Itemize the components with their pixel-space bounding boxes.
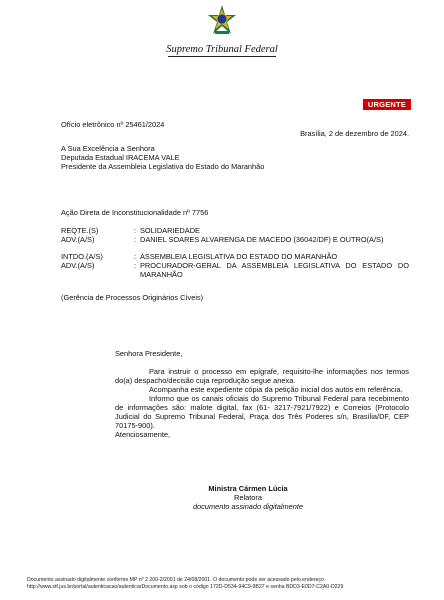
closing: Atenciosamente, [115, 430, 171, 439]
party-value: SOLIDARIEDADE [140, 226, 200, 235]
party-value: PROCURADOR-GERAL DA ASSEMBLEIA LEGISLATIVA DO ESTADO DO MARANHÃO [140, 261, 409, 279]
signer-name: Ministra Cármen Lúcia [208, 484, 288, 493]
signer-role: Relatora [234, 493, 262, 502]
footer-line: http://www.stf.jus.br/portal/autenticacao/autenticarDocumento.asp sob o código 172D-D534-94C9-9B27 e senha BDD3-E0D7-C2A0-D229 [27, 584, 344, 590]
signature-block [168, 484, 328, 511]
brazil-coat-of-arms-icon [205, 4, 239, 38]
body-paragraph: Acompanha este expediente cópia da petição inicial dos autos em referência. [149, 385, 403, 394]
party-label: INTDO.(A/S) [61, 252, 103, 261]
salutation: Senhora Presidente, [115, 349, 183, 358]
case-title: Ação Direta de Inconstitucionalidade nº 7756 [61, 208, 209, 217]
party-row: ADV.(A/S) : PROCURADOR-GERAL DA ASSEMBLEIA LEGISLATIVA DO ESTADO DO MARANHÃO [61, 261, 409, 279]
party-row: ADV.(A/S) : DANIEL SOARES ALVARENGA DE MACEDO (36042/DF) E OUTRO(A/S) [61, 235, 409, 244]
party-row: REQTE.(S) : SOLIDARIEDADE [61, 226, 409, 235]
addressee-block [61, 144, 264, 171]
addressee-line: Presidente da Assembleia Legislativa do Estado do Maranhão [61, 162, 265, 171]
letter-date: Brasília, 2 de dezembro de 2024. [300, 129, 409, 138]
signature-note: documento assinado digitalmente [192, 502, 304, 511]
court-name: Supremo Tribunal Federal [166, 44, 278, 55]
party-label: ADV.(A/S) [61, 261, 95, 270]
party-label: REQTE.(S) [61, 226, 99, 235]
department-note: (Gerência de Processos Originários Cíveis) [61, 293, 204, 302]
header-divider [168, 56, 276, 57]
party-label: ADV.(A/S) [61, 235, 95, 244]
footer [27, 577, 343, 591]
body-paragraph: Para instruir o processo em epígrafe, requisito-lhe informações nos termos do(a) despacho/decisão cuja reprodução segue anexa. [115, 367, 409, 385]
addressee-line: A Sua Excelência a Senhora [61, 144, 155, 153]
oficio-number: Ofício eletrônico nº 25461/2024 [61, 120, 165, 129]
addressee-line: Deputada Estadual IRACEMA VALE [61, 153, 180, 162]
footer-line: Documento assinado digitalmente conforme MP nº 2.200-2/2001 de 24/08/2001. O documento pode ser acessado pelo endereço [27, 577, 324, 583]
party-value: DANIEL SOARES ALVARENGA DE MACEDO (36042/DF) E OUTRO(A/S) [140, 235, 384, 244]
body-paragraph: Informo que os canais oficiais do Supremo Tribunal Federal para recebimento de informações são: malote digital, fax (61- 3217-7921/7922) e Correios (Protocolo Judicial do Supremo Tribunal Federal, Praça dos Três Poderes s/n, Brasília/DF, CEP 70175-900). [115, 394, 409, 430]
party-row: INTDO.(A/S) : ASSEMBLEIA LEGISLATIVA DO ESTADO DO MARANHÃO [61, 252, 409, 261]
party-value: ASSEMBLEIA LEGISLATIVA DO ESTADO DO MARANHÃO [140, 252, 338, 261]
urgent-badge: URGENTE [363, 99, 411, 110]
